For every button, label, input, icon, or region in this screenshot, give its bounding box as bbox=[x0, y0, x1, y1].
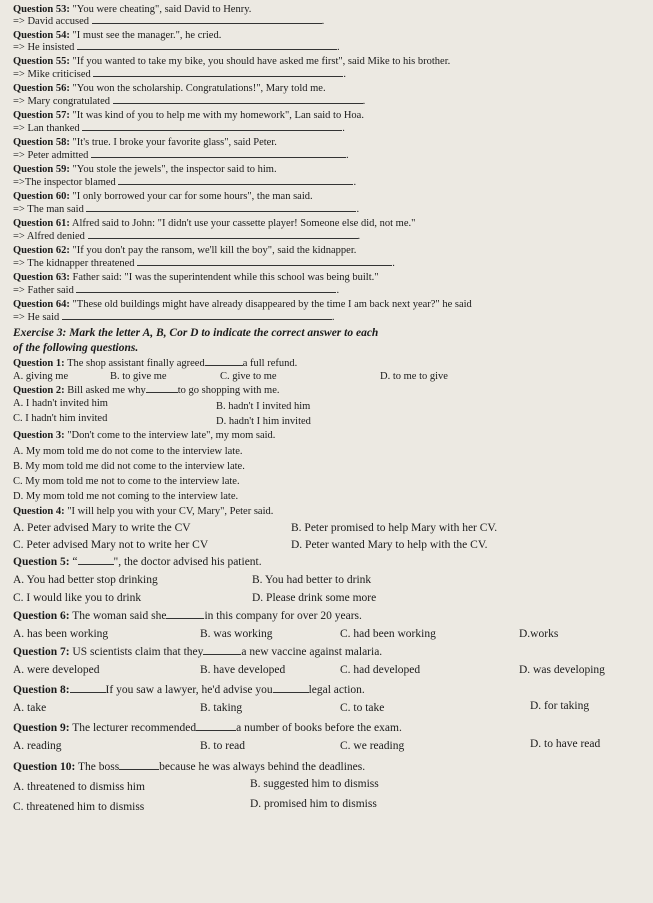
answer-63: => Father said . bbox=[13, 285, 340, 296]
q9-option-b[interactable]: B. to read bbox=[200, 740, 246, 752]
answer-blank[interactable] bbox=[86, 210, 356, 212]
q10-option-d[interactable]: D. promised him to dismiss bbox=[250, 798, 377, 810]
q2-option-d[interactable]: D. hadn't I him invited bbox=[216, 416, 311, 427]
mc-question-5: Question 5: “ ", the doctor advised his patient. bbox=[13, 556, 262, 568]
answer-blank[interactable] bbox=[70, 691, 106, 693]
q8-option-d[interactable]: D. for taking bbox=[530, 700, 590, 712]
question-56: Question 56: "You won the scholarship. Congratulations!", Mary told me. bbox=[13, 83, 326, 94]
q8-option-a[interactable]: A. take bbox=[13, 702, 47, 714]
q7-option-a[interactable]: A. were developed bbox=[13, 664, 100, 676]
q2-option-c[interactable]: C. I hadn't him invited bbox=[13, 413, 108, 424]
mc-question-3: Question 3: "Don't come to the interview late", my mom said. bbox=[13, 430, 276, 441]
answer-blank[interactable] bbox=[166, 617, 204, 619]
answer-blank[interactable] bbox=[92, 22, 322, 24]
q4-option-a[interactable]: A. Peter advised Mary to write the CV bbox=[13, 522, 191, 534]
q8-option-b[interactable]: B. taking bbox=[200, 702, 243, 714]
q6-option-d[interactable]: D.works bbox=[519, 628, 559, 640]
q5-option-c[interactable]: C. I would like you to drink bbox=[13, 592, 142, 604]
answer-blank[interactable] bbox=[77, 48, 337, 50]
q7-option-b[interactable]: B. have developed bbox=[200, 664, 286, 676]
mc-question-1: Question 1: The shop assistant finally agreed a full refund. bbox=[13, 358, 298, 369]
answer-blank[interactable] bbox=[137, 264, 392, 266]
answer-blank[interactable] bbox=[88, 237, 358, 239]
answer-55: => Mike criticised . bbox=[13, 69, 346, 80]
question-55: Question 55: "If you wanted to take my bike, you should have asked me first", said Mike to his brother. bbox=[13, 56, 451, 67]
answer-blank[interactable] bbox=[62, 318, 332, 320]
answer-blank[interactable] bbox=[273, 691, 309, 693]
answer-60: => The man said . bbox=[13, 204, 360, 215]
mc-question-10: Question 10: The boss because he was always behind the deadlines. bbox=[13, 761, 366, 773]
answer-blank[interactable] bbox=[113, 102, 363, 104]
answer-56: => Mary congratulated . bbox=[13, 96, 366, 107]
answer-blank[interactable] bbox=[196, 729, 236, 731]
answer-blank[interactable] bbox=[93, 75, 343, 77]
q8-option-c[interactable]: C. to take bbox=[340, 702, 385, 714]
q1-option-d[interactable]: D. to me to give bbox=[380, 371, 448, 382]
question-60: Question 60: "I only borrowed your car for some hours", the man said. bbox=[13, 191, 313, 202]
answer-blank[interactable] bbox=[119, 768, 159, 770]
q7-option-c[interactable]: C. had developed bbox=[340, 664, 421, 676]
mc-question-6: Question 6: The woman said she in this company for over 20 years. bbox=[13, 610, 362, 622]
answer-blank[interactable] bbox=[205, 364, 243, 366]
answer-blank[interactable] bbox=[82, 129, 342, 131]
answer-64: => He said . bbox=[13, 312, 335, 323]
answer-blank[interactable] bbox=[76, 291, 336, 293]
question-62: Question 62: "If you don't pay the ransom, we'll kill the boy", said the kidnapper. bbox=[13, 245, 357, 256]
question-61: Question 61: Alfred said to John: "I didn't use your cassette player! Someone else did, not me." bbox=[13, 218, 416, 229]
answer-blank[interactable] bbox=[91, 156, 346, 158]
answer-blank[interactable] bbox=[146, 391, 178, 393]
question-64: Question 64: "These old buildings might have already disappeared by the time I am back next year?" he said bbox=[13, 299, 472, 310]
q5-option-d[interactable]: D. Please drink some more bbox=[252, 592, 377, 604]
q1-option-c[interactable]: C. give to me bbox=[220, 371, 277, 382]
q6-option-a[interactable]: A. has been working bbox=[13, 628, 109, 640]
question-63: Question 63: Father said: "I was the superintendent while this school was being built." bbox=[13, 272, 379, 283]
answer-blank[interactable] bbox=[203, 653, 241, 655]
mc-question-4: Question 4: "I will help you with your CV, Mary", Peter said. bbox=[13, 506, 274, 517]
answer-54: => He insisted . bbox=[13, 42, 340, 53]
answer-59: =>The inspector blamed . bbox=[13, 177, 357, 188]
question-59: Question 59: "You stole the jewels", the inspector said to him. bbox=[13, 164, 277, 175]
q5-option-b[interactable]: B. You had better to drink bbox=[252, 574, 372, 586]
question-58: Question 58: "It's true. I broke your favorite glass", said Peter. bbox=[13, 137, 277, 148]
q10-option-b[interactable]: B. suggested him to dismiss bbox=[250, 778, 379, 790]
q1-option-b[interactable]: B. to give me bbox=[110, 371, 167, 382]
mc-question-7: Question 7: US scientists claim that they a new vaccine against malaria. bbox=[13, 646, 383, 658]
q6-option-b[interactable]: B. was working bbox=[200, 628, 273, 640]
q6-option-c[interactable]: C. had been working bbox=[340, 628, 436, 640]
q1-option-a[interactable]: A. giving me bbox=[13, 371, 69, 382]
q4-option-b[interactable]: B. Peter promised to help Mary with her CV. bbox=[291, 522, 498, 534]
answer-53: => David accused . bbox=[13, 16, 325, 27]
answer-blank[interactable] bbox=[118, 183, 353, 185]
answer-58: => Peter admitted . bbox=[13, 150, 349, 161]
q5-option-a[interactable]: A. You had better stop drinking bbox=[13, 574, 158, 586]
answer-57: => Lan thanked . bbox=[13, 123, 345, 134]
question-54: Question 54: "I must see the manager.", he cried. bbox=[13, 30, 222, 41]
question-57: Question 57: "It was kind of you to help me with my homework", Lan said to Hoa. bbox=[13, 110, 364, 121]
mc-question-8: Question 8: If you saw a lawyer, he'd advise you legal action. bbox=[13, 684, 365, 696]
q4-option-d[interactable]: D. Peter wanted Mary to help with the CV. bbox=[291, 539, 488, 551]
q10-option-a[interactable]: A. threatened to dismiss him bbox=[13, 781, 145, 793]
q10-option-c[interactable]: C. threatened him to dismiss bbox=[13, 801, 145, 813]
exercise-3-heading: Exercise 3: Mark the letter A, B, Cor D to indicate the correct answer to each bbox=[13, 327, 379, 339]
q9-option-c[interactable]: C. we reading bbox=[340, 740, 405, 752]
mc-question-2: Question 2: Bill asked me why to go shopping with me. bbox=[13, 385, 280, 396]
mc-question-9: Question 9: The lecturer recommended a number of books before the exam. bbox=[13, 722, 402, 734]
answer-blank[interactable] bbox=[78, 563, 114, 565]
q7-option-d[interactable]: D. was developing bbox=[519, 664, 605, 676]
q9-option-a[interactable]: A. reading bbox=[13, 740, 62, 752]
q3-option-c[interactable]: C. My mom told me not to come to the interview late. bbox=[13, 476, 240, 487]
q9-option-d[interactable]: D. to have read bbox=[530, 738, 601, 750]
q2-option-a[interactable]: A. I hadn't invited him bbox=[13, 398, 108, 409]
exercise-3-heading-line2: of the following questions. bbox=[13, 342, 139, 354]
q2-option-b[interactable]: B. hadn't I invited him bbox=[216, 401, 311, 412]
q3-option-a[interactable]: A. My mom told me do not come to the interview late. bbox=[13, 446, 243, 457]
q4-option-c[interactable]: C. Peter advised Mary not to write her CV bbox=[13, 539, 209, 551]
q3-option-d[interactable]: D. My mom told me not coming to the interview late. bbox=[13, 491, 239, 502]
answer-61: => Alfred denied . bbox=[13, 231, 361, 242]
question-53: Question 53: "You were cheating", said David to Henry. bbox=[13, 4, 252, 15]
q3-option-b[interactable]: B. My mom told me did not come to the interview late. bbox=[13, 461, 245, 472]
answer-62: => The kidnapper threatened . bbox=[13, 258, 395, 269]
